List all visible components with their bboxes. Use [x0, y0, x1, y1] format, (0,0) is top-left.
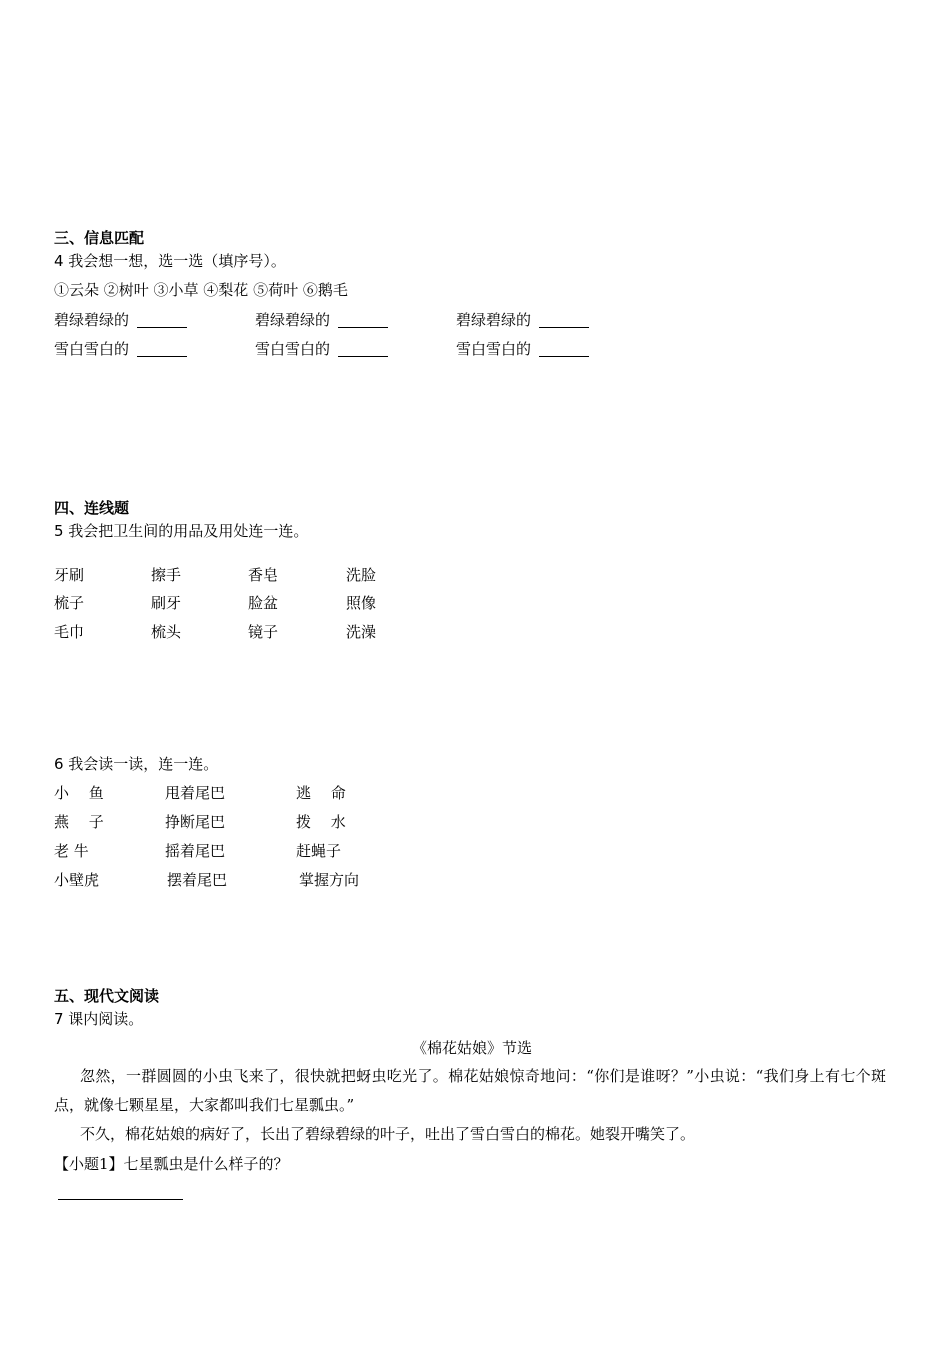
q6-item: 老 牛 [54, 842, 89, 860]
match-item [255, 313, 388, 328]
answer-blank[interactable] [137, 342, 187, 357]
answer-blank[interactable] [137, 313, 187, 328]
q5-item: 照像 [346, 594, 377, 612]
q6-item: 甩着尾巴 [165, 784, 226, 802]
q5-item: 脸盆 [248, 594, 279, 612]
question-6-prompt: 6 我会读一读，连一连。 [54, 755, 219, 773]
section-4-heading: 四、连线题 [54, 499, 130, 517]
section-3-heading: 三、信息匹配 [54, 229, 145, 247]
q5-item: 梳头 [151, 623, 182, 641]
passage-paragraph: 忽然，一群圆圆的小虫飞来了，很快就把蚜虫吃光了。棉花姑娘惊奇地问：“你们是谁呀？”小虫说：“我们身上有七个斑点，就像七颗星星，大家都叫我们七星瓢虫。” [54, 1067, 886, 1114]
match-item [456, 342, 589, 357]
q6-item: 掌握方向 [299, 871, 360, 889]
q6-item: 小 鱼 [54, 784, 104, 802]
match-label: 雪白雪白的 [54, 340, 130, 358]
sub-question-1: 【小题1】七星瓢虫是什么样子的？ [54, 1155, 289, 1173]
q5-item: 刷牙 [151, 594, 182, 612]
match-label: 碧绿碧绿的 [255, 311, 331, 329]
answer-blank[interactable] [338, 313, 388, 328]
match-label: 雪白雪白的 [255, 340, 331, 358]
answer-line[interactable] [58, 1199, 183, 1200]
q5-item: 牙刷 [54, 566, 85, 584]
answer-blank[interactable] [539, 342, 589, 357]
match-item [255, 342, 388, 357]
q6-item: 小壁虎 [54, 871, 100, 889]
q6-item: 摆着尾巴 [167, 871, 228, 889]
q5-item: 香皂 [248, 566, 279, 584]
question-4-prompt: 4 我会想一想，选一选（填序号）。 [54, 252, 286, 270]
q6-item: 摇着尾巴 [165, 842, 226, 860]
q5-item: 镜子 [248, 623, 279, 641]
q6-item: 逃 命 [296, 784, 346, 802]
q6-item: 赶蝇子 [296, 842, 342, 860]
match-item [456, 313, 589, 328]
match-label: 碧绿碧绿的 [54, 311, 130, 329]
q5-item: 梳子 [54, 594, 85, 612]
passage-title: 《棉花姑娘》节选 [412, 1039, 533, 1057]
q6-item: 拨 水 [296, 813, 346, 831]
answer-blank[interactable] [338, 342, 388, 357]
passage-paragraph: 不久，棉花姑娘的病好了，长出了碧绿碧绿的叶子，吐出了雪白雪白的棉花。她裂开嘴笑了。 [80, 1125, 696, 1143]
q6-item: 燕 子 [54, 813, 104, 831]
question-5-prompt: 5 我会把卫生间的用品及用处连一连。 [54, 522, 309, 540]
q5-item: 擦手 [151, 566, 182, 584]
q5-item: 洗澡 [346, 623, 377, 641]
match-label: 碧绿碧绿的 [456, 311, 532, 329]
answer-blank[interactable] [539, 313, 589, 328]
question-4-options: ①云朵 ②树叶 ③小草 ④梨花 ⑤荷叶 ⑥鹅毛 [54, 281, 348, 299]
section-5-heading: 五、现代文阅读 [54, 987, 160, 1005]
question-7-prompt: 7 课内阅读。 [54, 1010, 144, 1028]
q5-item: 洗脸 [346, 566, 377, 584]
q5-item: 毛巾 [54, 623, 85, 641]
q6-item: 挣断尾巴 [165, 813, 226, 831]
match-item [54, 342, 187, 357]
match-label: 雪白雪白的 [456, 340, 532, 358]
match-item [54, 313, 187, 328]
